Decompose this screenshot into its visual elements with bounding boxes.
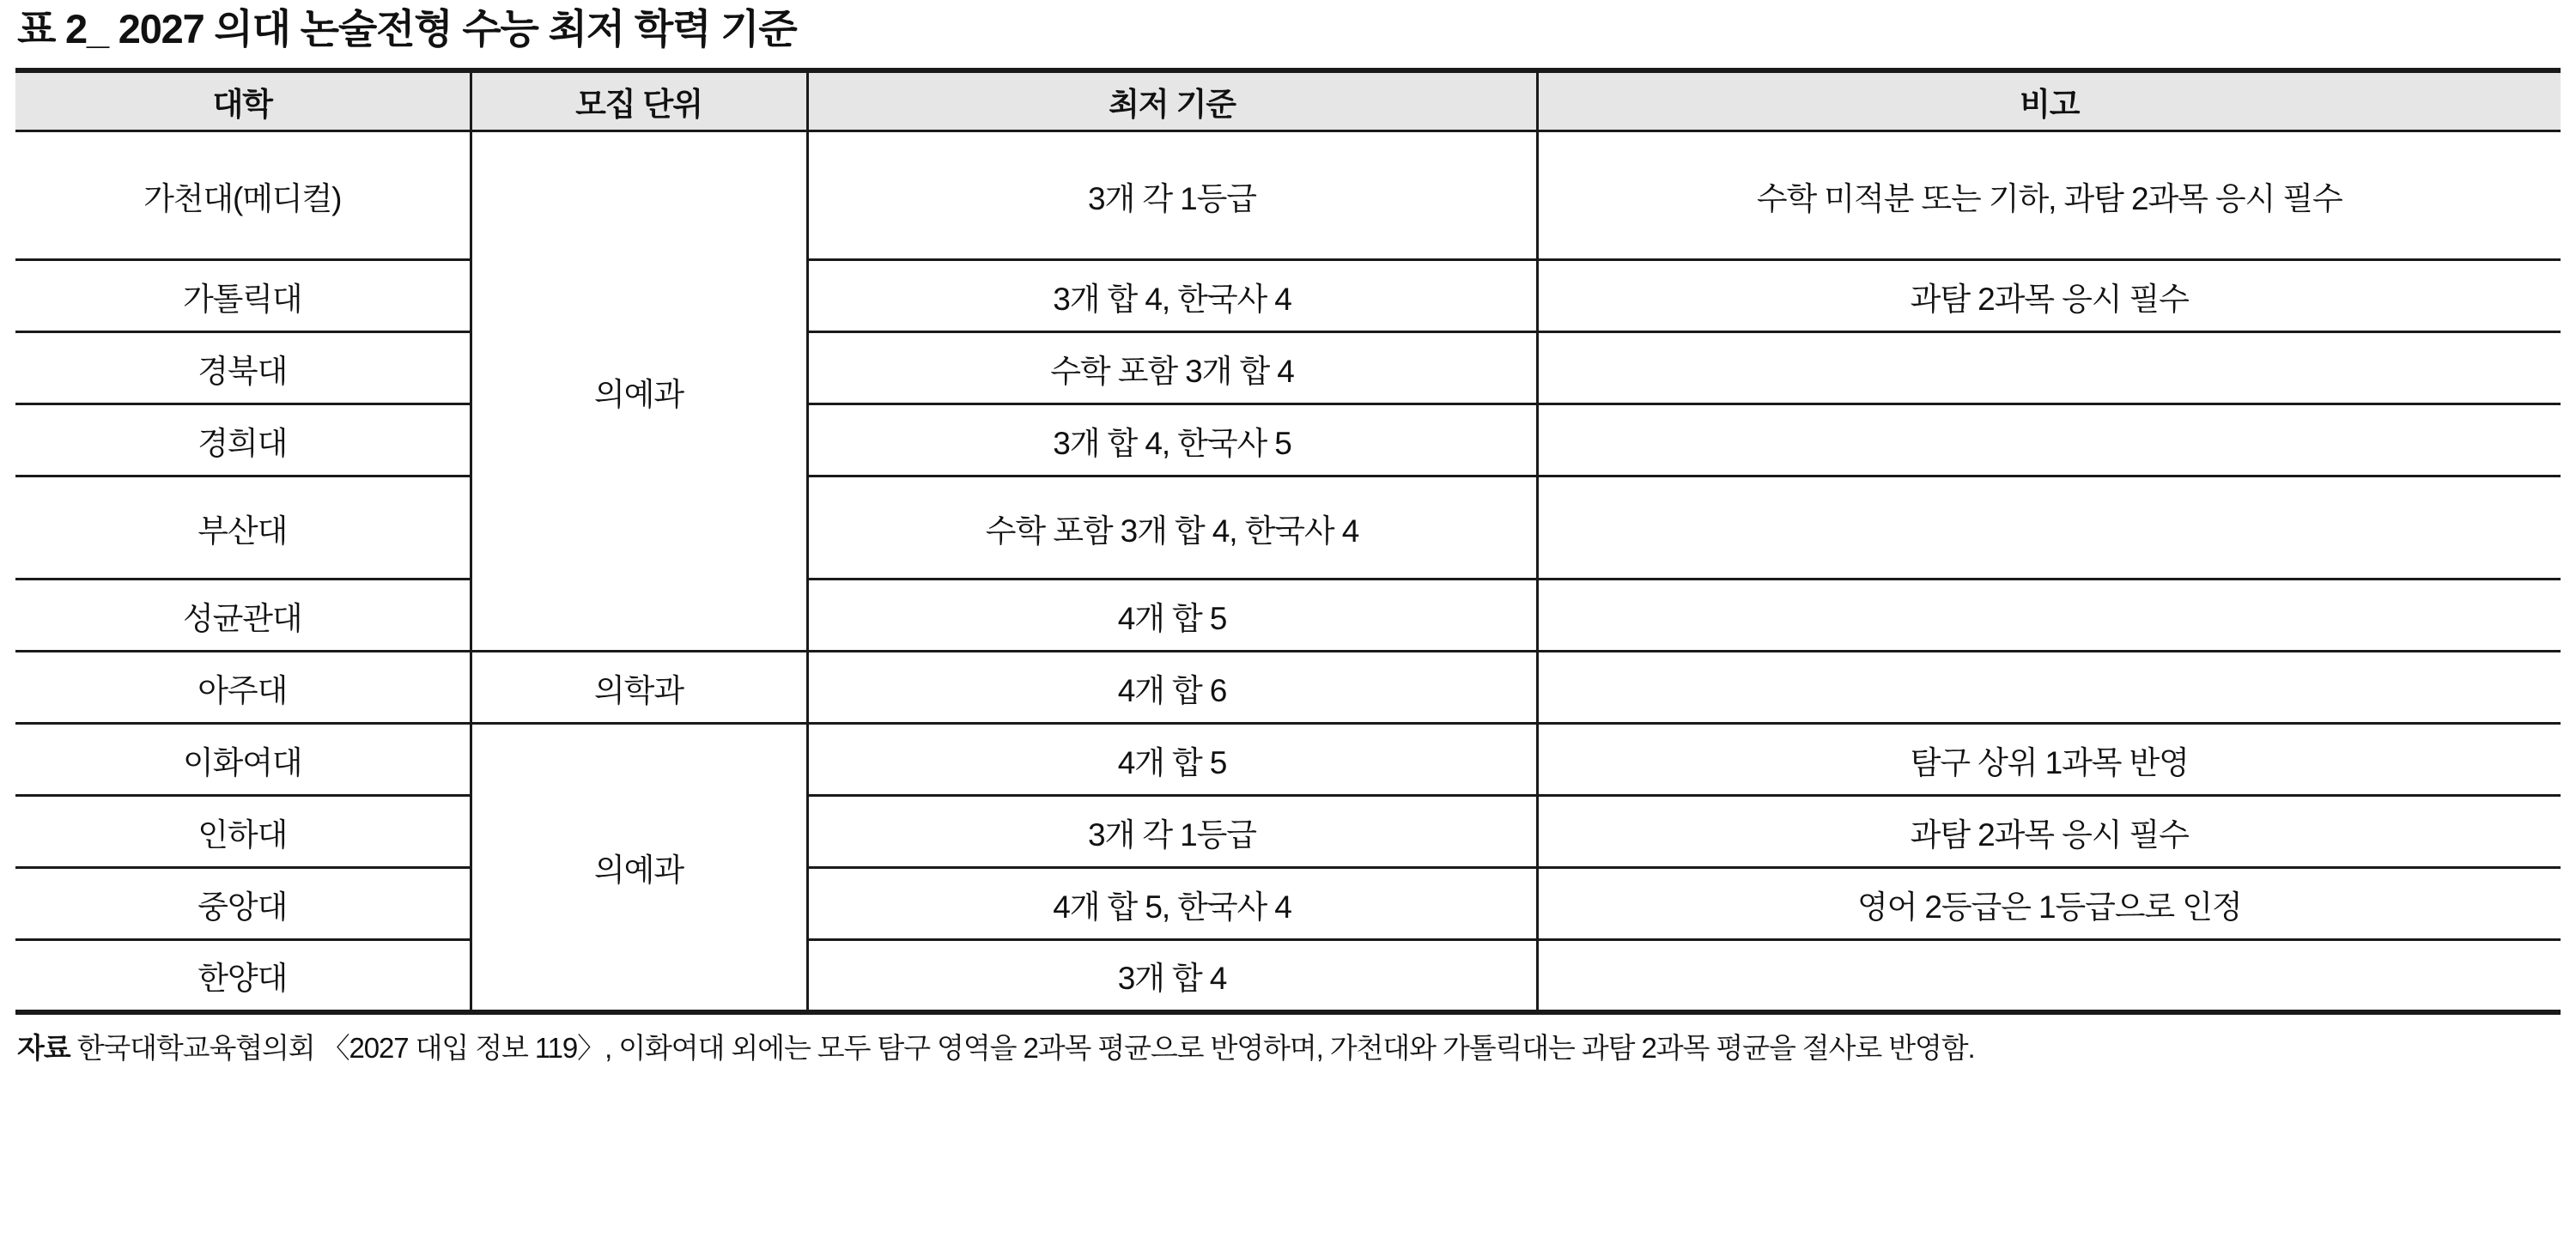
cell-university: 경북대 bbox=[15, 332, 471, 404]
table-header bbox=[15, 70, 2561, 131]
cell-note bbox=[1537, 580, 2561, 652]
cell-university: 가톨릭대 bbox=[15, 260, 471, 332]
cell-unit: 의예과 bbox=[471, 131, 807, 652]
cell-university: 부산대 bbox=[15, 476, 471, 580]
table-header-row bbox=[15, 70, 2561, 131]
cell-university: 이화여대 bbox=[15, 724, 471, 796]
cell-note: 수학 미적분 또는 기하, 과탐 2과목 응시 필수 bbox=[1537, 131, 2561, 260]
cell-unit: 의예과 bbox=[471, 724, 807, 1012]
cell-university: 중앙대 bbox=[15, 868, 471, 940]
cell-note bbox=[1537, 652, 2561, 724]
cell-criteria: 수학 포함 3개 합 4, 한국사 4 bbox=[807, 476, 1537, 580]
column-header-university: 대학 bbox=[15, 70, 471, 131]
table-row bbox=[15, 404, 2561, 476]
table-row bbox=[15, 652, 2561, 724]
column-header-criteria: 최저 기준 bbox=[807, 70, 1537, 131]
cell-note bbox=[1537, 404, 2561, 476]
table-title: 표 2_ 2027 의대 논술전형 수능 최저 학력 기준 bbox=[17, 6, 797, 52]
cell-note: 영어 2등급은 1등급으로 인정 bbox=[1537, 868, 2561, 940]
cell-criteria: 3개 합 4, 한국사 5 bbox=[807, 404, 1537, 476]
table-row bbox=[15, 796, 2561, 868]
cell-note: 과탐 2과목 응시 필수 bbox=[1537, 260, 2561, 332]
cell-unit: 의학과 bbox=[471, 652, 807, 724]
cell-criteria: 4개 합 5 bbox=[807, 580, 1537, 652]
cell-criteria: 3개 각 1등급 bbox=[807, 131, 1537, 260]
table-row bbox=[15, 724, 2561, 796]
column-header-unit: 모집 단위 bbox=[471, 70, 807, 131]
cell-university: 성균관대 bbox=[15, 580, 471, 652]
table-row bbox=[15, 476, 2561, 580]
cell-university: 아주대 bbox=[15, 652, 471, 724]
cell-note bbox=[1537, 476, 2561, 580]
cell-criteria: 4개 합 5, 한국사 4 bbox=[807, 868, 1537, 940]
cell-note: 탐구 상위 1과목 반영 bbox=[1537, 724, 2561, 796]
cell-university: 경희대 bbox=[15, 404, 471, 476]
cell-note bbox=[1537, 332, 2561, 404]
table-row bbox=[15, 580, 2561, 652]
table-row bbox=[15, 940, 2561, 1012]
table-body bbox=[15, 131, 2561, 1012]
cell-criteria: 수학 포함 3개 합 4 bbox=[807, 332, 1537, 404]
cell-university: 인하대 bbox=[15, 796, 471, 868]
cell-university: 한양대 bbox=[15, 940, 471, 1012]
table-row bbox=[15, 260, 2561, 332]
table-row bbox=[15, 868, 2561, 940]
source-label: 자료 bbox=[17, 1031, 70, 1064]
cell-university: 가천대(메디컬) bbox=[15, 131, 471, 260]
minimum-csat-standards-table bbox=[15, 68, 2561, 1015]
cell-note bbox=[1537, 940, 2561, 1012]
cell-criteria: 3개 합 4, 한국사 4 bbox=[807, 260, 1537, 332]
cell-criteria: 4개 합 5 bbox=[807, 724, 1537, 796]
cell-criteria: 3개 합 4 bbox=[807, 940, 1537, 1012]
cell-criteria: 4개 합 6 bbox=[807, 652, 1537, 724]
source-note bbox=[15, 1029, 2559, 1068]
source-text: 한국대학교육협의회 〈2027 대입 정보 119〉, 이화여대 외에는 모두 탐구 영역을 2과목 평균으로 반영하며, 가천대와 가톨릭대는 과탐 2과목 평균을 절사로 반영함. bbox=[76, 1031, 1975, 1064]
table-row bbox=[15, 131, 2561, 260]
cell-note: 과탐 2과목 응시 필수 bbox=[1537, 796, 2561, 868]
table-row bbox=[15, 332, 2561, 404]
cell-criteria: 3개 각 1등급 bbox=[807, 796, 1537, 868]
column-header-note: 비고 bbox=[1537, 70, 2561, 131]
